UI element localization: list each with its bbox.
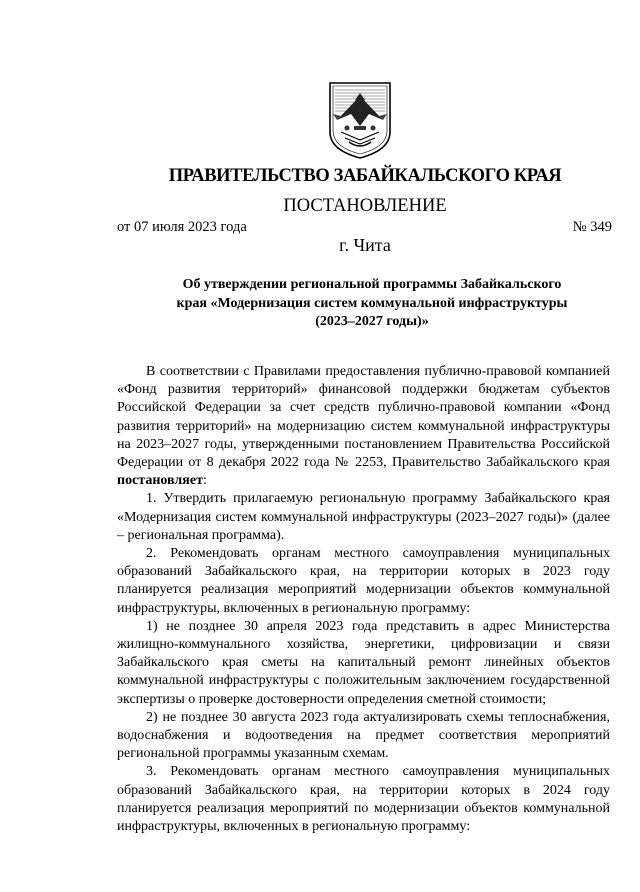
paragraph-preamble — [117, 363, 610, 490]
document-number: № 349 — [572, 219, 612, 235]
decree-verb: постановляет — [117, 473, 203, 489]
document-date: от 07 июля 2023 года — [117, 219, 247, 235]
issuer-title: ПРАВИТЕЛЬСТВО ЗАБАЙКАЛЬСКОГО КРАЯ — [168, 166, 562, 186]
paragraph-item-1: 1. Утвердить прилагаемую региональную программу Забайкальского края «Модернизация систем коммунальной инфраструктуры (2023–2027 годы)» (далее – региональная программа). — [117, 491, 610, 543]
paragraph-item-3: 3. Рекомендовать органам местного самоуправления муниципальных образований Забайкальского края, на территории которых в 2024 году планируется реализация мероприятий по модернизации объектов коммунальной инфраструктуры, включенных в региональную программу: — [117, 764, 610, 835]
coat-of-arms-icon — [327, 80, 393, 160]
paragraph-subitem-2-2: 2) не позднее 30 августа 2023 года актуализировать схемы теплоснабжения, водоснабжения и водоотведения на предмет соответствия мероприятий региональной программы указанным схемам. — [117, 709, 610, 762]
document-body — [117, 363, 610, 836]
preamble-end: : — [202, 473, 207, 489]
preamble-text: В соответствии с Правилами предоставления публично-правовой компанией «Фонд развития территорий» финансовой поддержки бюджетам субъектов Российской Федерации за счет средств публично-правовой компании «Фонд развития территорий» на модернизацию систем коммунальной инфраструктуры на 2023–2027 годы, утвержденными постановлением Правительства Российской Федерации от 8 декабря 2022 года № 2253, Правительство Забайкальского края — [117, 364, 610, 471]
document-subject: Об утверждении региональной программы Забайкальского края «Модернизация систем коммунальной инфраструктуры (2023–2027 годы)» — [176, 277, 568, 329]
document-type: ПОСТАНОВЛЕНИЕ — [283, 196, 447, 216]
paragraph-subitem-2-1: 1) не позднее 30 апреля 2023 года представить в адрес Министерства жилищно-коммунального хозяйства, энергетики, цифровизации и связи Забайкальского края сметы на капитальный ремонт линейных объектов коммунальной инфраструктуры с положительным заключением государственной экспертизы о проверке достоверности определения сметной стоимости; — [117, 618, 610, 707]
document-city: г. Чита — [339, 235, 391, 255]
paragraph-item-2: 2. Рекомендовать органам местного самоуправления муниципальных образований Забайкальского края, на территории которых в 2023 году планируется реализация мероприятий модернизации объектов коммунальной инфраструктуры, включенных в региональную программу: — [117, 546, 610, 616]
